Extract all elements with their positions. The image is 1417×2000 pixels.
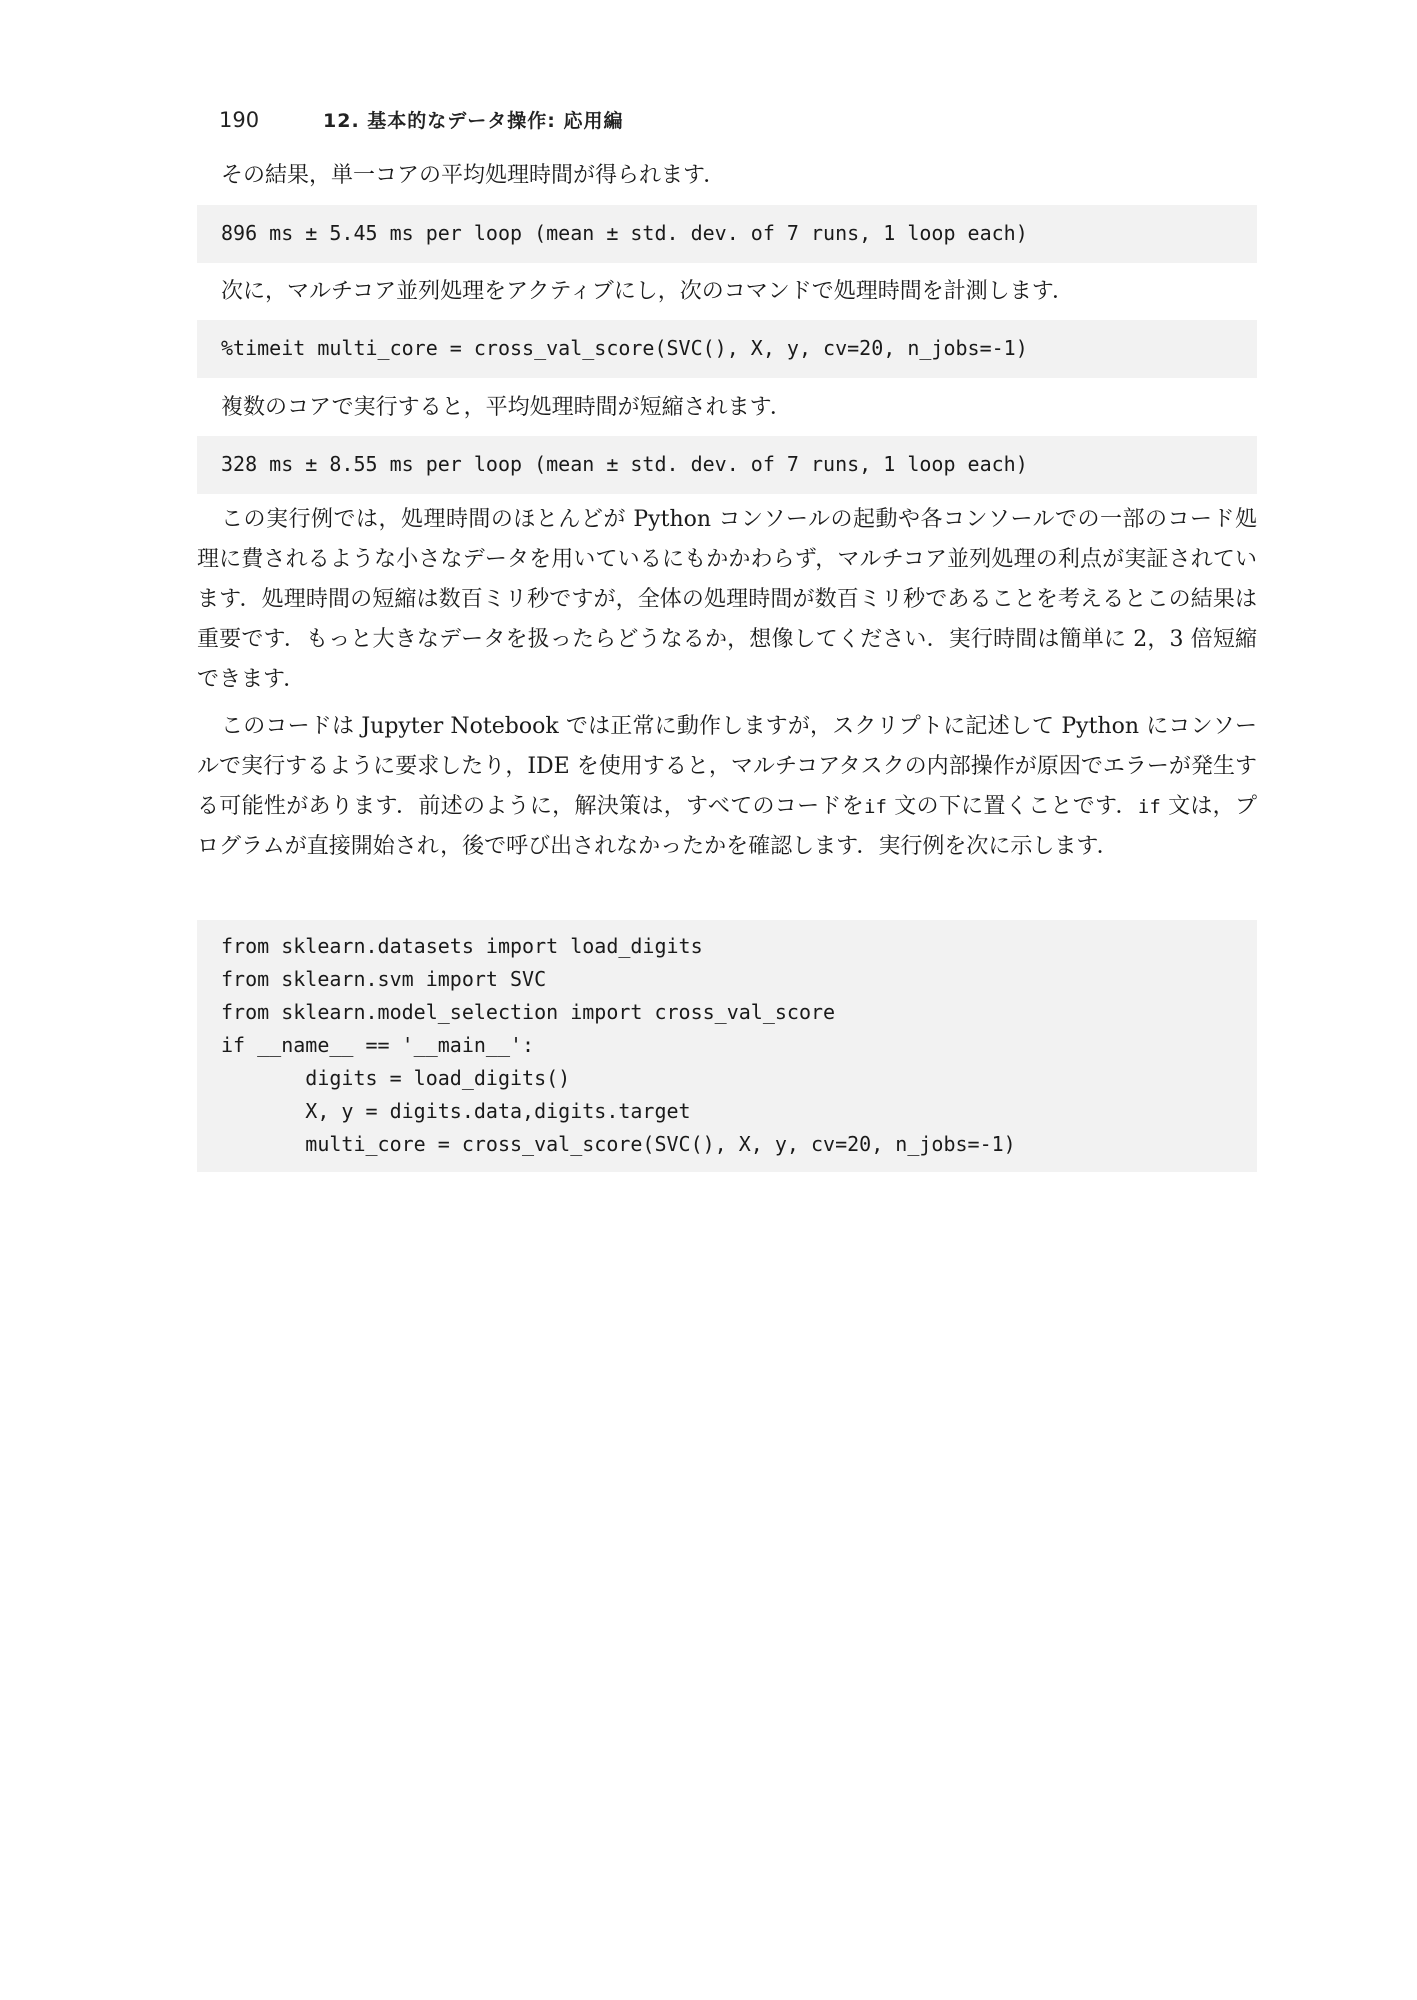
paragraph-2-part-2: 文の下に置くことです． (886, 794, 1138, 819)
result-multi-line: 328 ms ± 8.55 ms per loop (mean ± std. dev. of 7 runs, 1 loop each) (221, 452, 1028, 476)
multi-line: 複数のコアで実行すると，平均処理時間が短縮されます． (221, 395, 792, 420)
code-line: from sklearn.datasets import load_digits (221, 934, 703, 958)
result-single-block (197, 205, 1257, 263)
result-multi-block (197, 436, 1257, 494)
running-header (219, 106, 624, 133)
timeit-command-block (197, 320, 1257, 378)
inline-code-if-1: if (864, 796, 887, 818)
code-line: multi_core = cross_val_score(SVC(), X, y, cv=20, n_jobs=-1) (221, 1132, 1016, 1156)
next-line: 次に，マルチコア並列処理をアクティブにし，次のコマンドで処理時間を計測します． (221, 279, 1074, 304)
code-line: if __name__ == '__main__': (221, 1033, 535, 1057)
code-line: from sklearn.model_selection import cross_val_score (221, 1000, 836, 1024)
code-example-block (197, 920, 1257, 1172)
intro-line: その結果，単一コアの平均処理時間が得られます． (221, 163, 726, 188)
inline-code-if-2: if (1137, 796, 1161, 818)
paragraph-2 (197, 707, 1257, 867)
result-single-line: 896 ms ± 5.45 ms per loop (mean ± std. dev. of 7 runs, 1 loop each) (221, 221, 1028, 245)
timeit-command-line: %timeit multi_core = cross_val_score(SVC(), X, y, cv=20, n_jobs=-1) (221, 336, 1028, 360)
code-line: digits = load_digits() (221, 1066, 571, 1090)
page-number: 190 (219, 108, 260, 132)
code-line: X, y = digits.data,digits.target (221, 1099, 691, 1123)
paragraph-1: この実行例では，処理時間のほとんどが Python コンソールの起動や各コンソールでの一部のコード処理に費されるような小さなデータを用いているにもかかわらず，マルチコア並列処理の利点が実証されています．処理時間の短縮は数百ミリ秒ですが，全体の処理時間が数百ミリ秒であることを考えるとこの結果は重要です．もっと大きなデータを扱ったらどうなるか，想像してください．実行時間は簡単に 2，3 倍短縮できます． (197, 507, 1257, 692)
paragraph-2-part-1: このコードは Jupyter Notebook では正常に動作しますが，スクリプトに記述して Python にコンソールで実行するように要求したり，IDE を使用すると，マルチコアタスクの内部操作が原因でエラーが発生する可能性があります．前述のように，解決策は，すべてのコードを (197, 714, 1257, 819)
chapter-title: 12. 基本的なデータ操作: 応用編 (323, 110, 624, 132)
paragraph-2-part-3: 文は，プログラムが直接開始され，後で呼び出されなかったかを確認します．実行例を次に示します． (197, 794, 1257, 859)
code-line: from sklearn.svm import SVC (221, 967, 547, 991)
